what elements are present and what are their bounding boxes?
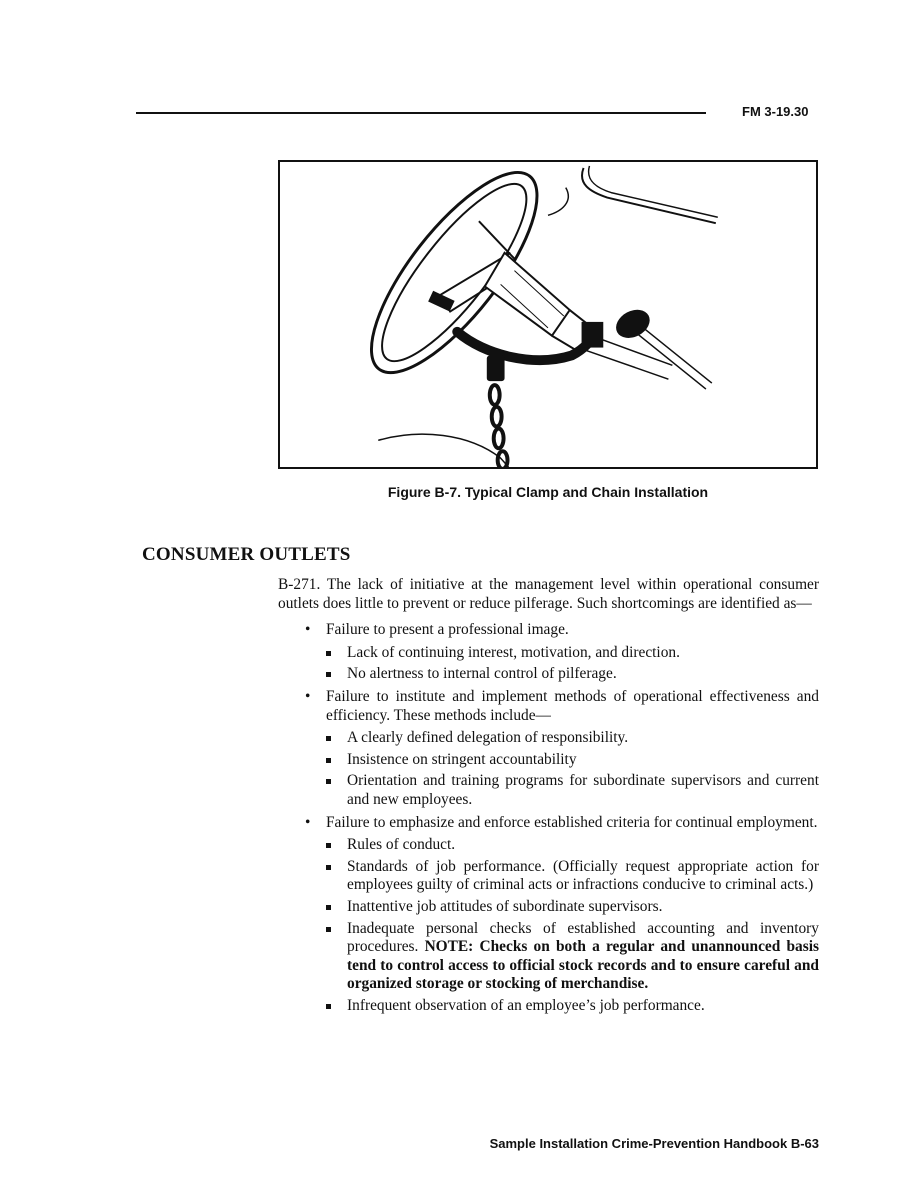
body-text [278,576,819,1019]
bullet-dot-icon: • [305,813,311,831]
note-text: NOTE: Checks on both a regular and unannounced basis tend to control access to official stock records and to ensure careful and organized storage or stocking of merchandise. [347,938,819,993]
bullet-square-icon [326,758,331,763]
list-item [278,621,819,684]
shortcomings-list [278,621,819,1015]
sub-list-item [326,665,819,684]
list-item [278,814,819,1016]
bullet-square-icon [326,651,331,656]
bullet-square-icon [326,927,331,932]
sub-list-item [326,644,819,663]
list-item [278,688,819,810]
list-item-text: Failure to present a professional image. [326,621,569,639]
sub-item-text: A clearly defined delegation of responsibility. [347,729,629,747]
sub-list-item [326,751,819,770]
sub-item-text: Rules of conduct. [347,836,456,854]
steering-wheel-clamp-chain-drawing [280,162,816,467]
sub-list-item [326,858,819,895]
sub-item-text: Inadequate personal checks of established accounting and inventory procedures. [347,919,819,956]
sub-item-text: Lack of continuing interest, motivation, and direction. [347,643,680,661]
sub-list-item [326,772,819,809]
bullet-square-icon [326,672,331,677]
list-item-text: Failure to emphasize and enforce established criteria for continual employment. [326,813,818,831]
sub-item-text: Insistence on stringent accountability [347,750,577,768]
sub-list [326,836,819,1015]
page-footer: Sample Installation Crime-Prevention Handbook B-63 [489,1136,819,1151]
sub-list [326,729,819,809]
bullet-dot-icon: • [305,621,311,639]
bullet-square-icon [326,843,331,848]
sub-list [326,644,819,684]
bullet-square-icon [326,1004,331,1009]
header-rule [136,112,706,114]
bullet-square-icon [326,779,331,784]
sub-item-text: Orientation and training programs for subordinate supervisors and current and new employees. [347,772,819,808]
sub-list-item [326,729,819,748]
sub-list-item [326,920,819,994]
document-id: FM 3-19.30 [742,104,809,119]
intro-paragraph: B-271. The lack of initiative at the management level within operational consumer outlets does little to prevent or reduce pilferage. Such shortcomings are identified as— [278,576,819,612]
sub-item-text: No alertness to internal control of pilferage. [347,665,617,683]
sub-item-text: Inattentive job attitudes of subordinate supervisors. [347,897,663,915]
bullet-square-icon [326,865,331,870]
figure-caption: Figure B-7. Typical Clamp and Chain Installation [387,484,709,500]
section-title: CONSUMER OUTLETS [142,544,351,565]
sub-list-item [326,997,819,1016]
sub-list-item [326,898,819,917]
sub-list-item [326,836,819,855]
list-item-text: Failure to institute and implement methods of operational effectiveness and efficiency. These methods include— [326,687,819,724]
sub-item-text: Infrequent observation of an employee’s job performance. [347,996,705,1014]
sub-item-text-with-note [347,920,819,994]
bullet-square-icon [326,736,331,741]
bullet-square-icon [326,905,331,910]
sub-item-text: Standards of job performance. (Officially request appropriate action for employees guilty of criminal acts or infractions conducive to criminal acts.) [347,857,819,894]
bullet-dot-icon: • [305,687,311,705]
figure-b7-illustration [278,160,818,469]
